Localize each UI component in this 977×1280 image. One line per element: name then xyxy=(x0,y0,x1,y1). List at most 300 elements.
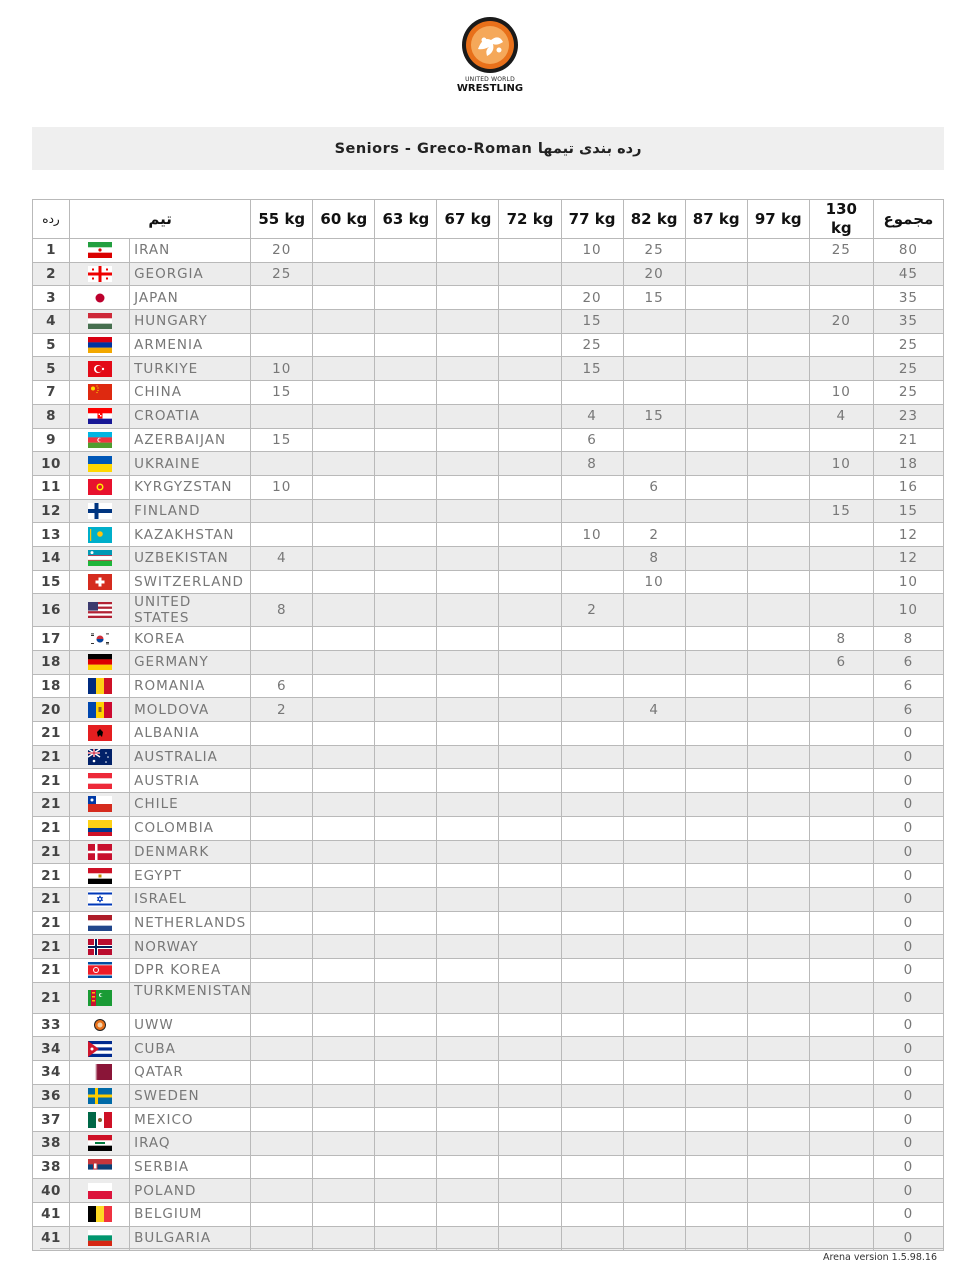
total-cell: 45 xyxy=(873,262,943,286)
score-97kg-cell xyxy=(747,627,809,651)
score-72kg-cell xyxy=(499,452,561,476)
score-67kg-cell xyxy=(437,1132,499,1156)
score-63kg-cell xyxy=(375,475,437,499)
score-77kg-cell xyxy=(561,381,623,405)
team-name-cell: UZBEKISTAN xyxy=(130,546,251,570)
flag-cell xyxy=(70,864,130,888)
score-130kg-cell: 8 xyxy=(809,627,873,651)
score-130kg-cell xyxy=(809,357,873,381)
score-72kg-cell xyxy=(499,651,561,675)
table-row xyxy=(33,982,944,1013)
score-97kg-cell xyxy=(747,1203,809,1227)
score-60kg-cell xyxy=(313,1037,375,1061)
score-77kg-cell xyxy=(561,958,623,982)
score-72kg-cell xyxy=(499,1108,561,1132)
score-60kg-cell xyxy=(313,1155,375,1179)
score-55kg-cell xyxy=(251,935,313,959)
croatia-flag-icon xyxy=(88,408,112,424)
team-name-cell: SERBIA xyxy=(130,1155,251,1179)
rank-cell: 21 xyxy=(33,935,70,959)
score-77kg-cell: 10 xyxy=(561,523,623,547)
score-97kg-cell xyxy=(747,428,809,452)
score-67kg-cell xyxy=(437,1061,499,1085)
table-row xyxy=(33,1226,944,1250)
uww-emblem-icon xyxy=(461,16,519,74)
score-77kg-cell xyxy=(561,627,623,651)
score-77kg-cell: 8 xyxy=(561,452,623,476)
total-cell: 8 xyxy=(873,627,943,651)
table-row xyxy=(33,1013,944,1037)
score-130kg-cell xyxy=(809,1013,873,1037)
table-row xyxy=(33,357,944,381)
score-55kg-cell xyxy=(251,286,313,310)
score-130kg-cell xyxy=(809,523,873,547)
flag-cell xyxy=(70,1108,130,1132)
score-130kg-cell xyxy=(809,546,873,570)
mexico-flag-icon xyxy=(88,1112,112,1128)
score-82kg-cell xyxy=(623,428,685,452)
total-cell: 0 xyxy=(873,911,943,935)
score-130kg-cell xyxy=(809,745,873,769)
azerbaijan-flag-icon xyxy=(88,432,112,448)
score-72kg-cell xyxy=(499,745,561,769)
turkmenistan-flag-icon xyxy=(88,990,112,1006)
uzbekistan-flag-icon xyxy=(88,550,112,566)
score-60kg-cell xyxy=(313,262,375,286)
arena-version: Arena version 1.5.98.16 xyxy=(822,1252,937,1263)
score-60kg-cell xyxy=(313,1132,375,1156)
flag-cell xyxy=(70,262,130,286)
flag-cell xyxy=(70,769,130,793)
score-97kg-cell xyxy=(747,239,809,263)
flag-cell xyxy=(70,816,130,840)
score-87kg-cell xyxy=(685,722,747,746)
score-87kg-cell xyxy=(685,1061,747,1085)
score-130kg-cell xyxy=(809,286,873,310)
score-60kg-cell xyxy=(313,286,375,310)
team-name-cell: IRAQ xyxy=(130,1132,251,1156)
header-63kg: 63 kg xyxy=(375,200,437,239)
score-130kg-cell: 6 xyxy=(809,651,873,675)
score-77kg-cell: 10 xyxy=(561,239,623,263)
team-name-cell: POLAND xyxy=(130,1179,251,1203)
score-87kg-cell xyxy=(685,793,747,817)
score-130kg-cell xyxy=(809,958,873,982)
team-name-cell: FINLAND xyxy=(130,499,251,523)
flag-cell xyxy=(70,286,130,310)
score-77kg-cell xyxy=(561,570,623,594)
score-72kg-cell xyxy=(499,1061,561,1085)
score-72kg-cell xyxy=(499,333,561,357)
score-72kg-cell xyxy=(499,428,561,452)
rank-cell: 41 xyxy=(33,1203,70,1227)
score-72kg-cell xyxy=(499,1132,561,1156)
score-60kg-cell xyxy=(313,1061,375,1085)
score-77kg-cell xyxy=(561,935,623,959)
total-cell: 6 xyxy=(873,674,943,698)
flag-cell xyxy=(70,310,130,334)
score-77kg-cell xyxy=(561,1013,623,1037)
rank-cell: 36 xyxy=(33,1084,70,1108)
rank-cell: 33 xyxy=(33,1013,70,1037)
score-82kg-cell xyxy=(623,840,685,864)
team-name-cell: HUNGARY xyxy=(130,310,251,334)
team-name-cell: UWW xyxy=(130,1013,251,1037)
score-82kg-cell xyxy=(623,357,685,381)
score-72kg-cell xyxy=(499,698,561,722)
score-67kg-cell xyxy=(437,651,499,675)
score-77kg-cell xyxy=(561,1155,623,1179)
score-60kg-cell xyxy=(313,357,375,381)
score-87kg-cell xyxy=(685,570,747,594)
flag-cell xyxy=(70,887,130,911)
score-63kg-cell xyxy=(375,1203,437,1227)
table-row xyxy=(33,475,944,499)
total-cell: 25 xyxy=(873,333,943,357)
score-60kg-cell xyxy=(313,816,375,840)
score-67kg-cell xyxy=(437,286,499,310)
score-67kg-cell xyxy=(437,570,499,594)
score-60kg-cell xyxy=(313,627,375,651)
score-130kg-cell: 10 xyxy=(809,381,873,405)
score-60kg-cell xyxy=(313,310,375,334)
team-name-cell: COLOMBIA xyxy=(130,816,251,840)
table-row xyxy=(33,1108,944,1132)
score-55kg-cell xyxy=(251,1155,313,1179)
flag-cell xyxy=(70,698,130,722)
score-97kg-cell xyxy=(747,958,809,982)
score-87kg-cell xyxy=(685,745,747,769)
score-97kg-cell xyxy=(747,286,809,310)
score-63kg-cell xyxy=(375,793,437,817)
total-cell: 18 xyxy=(873,452,943,476)
score-55kg-cell xyxy=(251,310,313,334)
team-name-cell: ROMANIA xyxy=(130,674,251,698)
score-130kg-cell: 10 xyxy=(809,452,873,476)
score-63kg-cell xyxy=(375,864,437,888)
team-name-cell: NORWAY xyxy=(130,935,251,959)
score-82kg-cell xyxy=(623,1203,685,1227)
team-name-cell: CHILE xyxy=(130,793,251,817)
score-77kg-cell: 6 xyxy=(561,428,623,452)
score-77kg-cell xyxy=(561,769,623,793)
score-77kg-cell xyxy=(561,1037,623,1061)
score-67kg-cell xyxy=(437,816,499,840)
score-63kg-cell xyxy=(375,722,437,746)
score-82kg-cell: 2 xyxy=(623,523,685,547)
flag-cell xyxy=(70,570,130,594)
score-77kg-cell xyxy=(561,698,623,722)
score-87kg-cell xyxy=(685,1108,747,1132)
rank-cell: 9 xyxy=(33,428,70,452)
rank-cell: 14 xyxy=(33,546,70,570)
score-72kg-cell xyxy=(499,674,561,698)
score-82kg-cell xyxy=(623,1013,685,1037)
score-87kg-cell xyxy=(685,651,747,675)
total-cell: 25 xyxy=(873,357,943,381)
team-name-cell: BELGIUM xyxy=(130,1203,251,1227)
score-55kg-cell: 6 xyxy=(251,674,313,698)
score-87kg-cell xyxy=(685,1132,747,1156)
score-82kg-cell: 15 xyxy=(623,286,685,310)
score-63kg-cell xyxy=(375,404,437,428)
score-55kg-cell xyxy=(251,1037,313,1061)
score-72kg-cell xyxy=(499,1013,561,1037)
score-87kg-cell xyxy=(685,1203,747,1227)
score-55kg-cell xyxy=(251,840,313,864)
table-row xyxy=(33,333,944,357)
score-77kg-cell xyxy=(561,911,623,935)
score-82kg-cell xyxy=(623,1084,685,1108)
total-cell: 0 xyxy=(873,1203,943,1227)
rank-cell: 21 xyxy=(33,745,70,769)
score-72kg-cell xyxy=(499,357,561,381)
score-130kg-cell xyxy=(809,935,873,959)
team-name-cell: ALBANIA xyxy=(130,722,251,746)
table-row xyxy=(33,627,944,651)
score-60kg-cell xyxy=(313,722,375,746)
score-82kg-cell xyxy=(623,674,685,698)
score-87kg-cell xyxy=(685,594,747,627)
colombia-flag-icon xyxy=(88,820,112,836)
score-63kg-cell xyxy=(375,911,437,935)
flag-cell xyxy=(70,745,130,769)
score-77kg-cell xyxy=(561,1179,623,1203)
israel-flag-icon xyxy=(88,891,112,907)
table-header-row xyxy=(33,200,944,239)
score-82kg-cell xyxy=(623,793,685,817)
score-60kg-cell xyxy=(313,982,375,1013)
score-82kg-cell xyxy=(623,816,685,840)
score-63kg-cell xyxy=(375,698,437,722)
qatar-flag-icon xyxy=(88,1064,112,1080)
table-row xyxy=(33,546,944,570)
score-55kg-cell xyxy=(251,1013,313,1037)
score-82kg-cell xyxy=(623,333,685,357)
score-130kg-cell xyxy=(809,1037,873,1061)
score-63kg-cell xyxy=(375,523,437,547)
score-97kg-cell xyxy=(747,475,809,499)
header-87kg: 87 kg xyxy=(685,200,747,239)
score-87kg-cell xyxy=(685,1013,747,1037)
score-77kg-cell xyxy=(561,745,623,769)
score-97kg-cell xyxy=(747,769,809,793)
rank-cell: 12 xyxy=(33,499,70,523)
logo-line1: UNITED WORLD xyxy=(465,76,515,83)
score-60kg-cell xyxy=(313,333,375,357)
score-82kg-cell: 8 xyxy=(623,546,685,570)
total-cell: 23 xyxy=(873,404,943,428)
flag-cell xyxy=(70,1155,130,1179)
score-97kg-cell xyxy=(747,745,809,769)
score-55kg-cell xyxy=(251,1132,313,1156)
score-77kg-cell xyxy=(561,499,623,523)
score-130kg-cell xyxy=(809,1179,873,1203)
score-77kg-cell xyxy=(561,982,623,1013)
rank-cell: 34 xyxy=(33,1037,70,1061)
score-82kg-cell xyxy=(623,651,685,675)
score-72kg-cell xyxy=(499,793,561,817)
score-60kg-cell xyxy=(313,793,375,817)
score-63kg-cell xyxy=(375,570,437,594)
score-72kg-cell xyxy=(499,769,561,793)
score-60kg-cell xyxy=(313,651,375,675)
total-cell: 0 xyxy=(873,722,943,746)
score-60kg-cell xyxy=(313,935,375,959)
united-states-flag-icon xyxy=(88,602,112,618)
score-55kg-cell xyxy=(251,570,313,594)
score-60kg-cell xyxy=(313,698,375,722)
score-55kg-cell xyxy=(251,864,313,888)
score-67kg-cell xyxy=(437,594,499,627)
score-97kg-cell xyxy=(747,594,809,627)
score-67kg-cell xyxy=(437,262,499,286)
total-cell: 21 xyxy=(873,428,943,452)
score-77kg-cell: 15 xyxy=(561,310,623,334)
score-97kg-cell xyxy=(747,1132,809,1156)
score-72kg-cell xyxy=(499,499,561,523)
team-name-cell: CHINA xyxy=(130,381,251,405)
score-97kg-cell xyxy=(747,310,809,334)
score-87kg-cell xyxy=(685,357,747,381)
rank-cell: 34 xyxy=(33,1061,70,1085)
score-82kg-cell xyxy=(623,722,685,746)
table-row xyxy=(33,651,944,675)
score-82kg-cell xyxy=(623,310,685,334)
score-130kg-cell xyxy=(809,982,873,1013)
table-row xyxy=(33,381,944,405)
score-60kg-cell xyxy=(313,475,375,499)
score-55kg-cell xyxy=(251,499,313,523)
score-55kg-cell xyxy=(251,1108,313,1132)
team-name-cell: SWEDEN xyxy=(130,1084,251,1108)
score-72kg-cell xyxy=(499,1155,561,1179)
total-cell: 0 xyxy=(873,864,943,888)
score-87kg-cell xyxy=(685,1084,747,1108)
score-63kg-cell xyxy=(375,769,437,793)
score-67kg-cell xyxy=(437,840,499,864)
score-87kg-cell xyxy=(685,452,747,476)
score-82kg-cell xyxy=(623,381,685,405)
rank-cell: 8 xyxy=(33,404,70,428)
score-77kg-cell xyxy=(561,1132,623,1156)
score-55kg-cell xyxy=(251,887,313,911)
flag-cell xyxy=(70,428,130,452)
rank-cell: 11 xyxy=(33,475,70,499)
flag-cell xyxy=(70,1013,130,1037)
score-97kg-cell xyxy=(747,404,809,428)
score-87kg-cell xyxy=(685,310,747,334)
moldova-flag-icon xyxy=(88,702,112,718)
total-cell: 0 xyxy=(873,958,943,982)
score-55kg-cell xyxy=(251,627,313,651)
score-67kg-cell xyxy=(437,1084,499,1108)
total-cell: 0 xyxy=(873,769,943,793)
score-55kg-cell: 15 xyxy=(251,381,313,405)
score-87kg-cell xyxy=(685,864,747,888)
score-67kg-cell xyxy=(437,475,499,499)
score-67kg-cell xyxy=(437,674,499,698)
table-row xyxy=(33,887,944,911)
score-82kg-cell: 20 xyxy=(623,262,685,286)
table-row xyxy=(33,911,944,935)
table-row xyxy=(33,452,944,476)
flag-cell xyxy=(70,1203,130,1227)
score-63kg-cell xyxy=(375,594,437,627)
score-82kg-cell xyxy=(623,1226,685,1250)
score-55kg-cell xyxy=(251,816,313,840)
score-72kg-cell xyxy=(499,1037,561,1061)
score-63kg-cell xyxy=(375,1037,437,1061)
flag-cell xyxy=(70,404,130,428)
flag-cell xyxy=(70,1084,130,1108)
rank-cell: 41 xyxy=(33,1226,70,1250)
score-82kg-cell: 15 xyxy=(623,404,685,428)
score-130kg-cell xyxy=(809,769,873,793)
score-72kg-cell xyxy=(499,475,561,499)
score-130kg-cell xyxy=(809,1226,873,1250)
table-row xyxy=(33,499,944,523)
total-cell: 35 xyxy=(873,310,943,334)
header-77kg: 77 kg xyxy=(561,200,623,239)
total-cell: 0 xyxy=(873,1013,943,1037)
score-55kg-cell xyxy=(251,958,313,982)
table-row xyxy=(33,239,944,263)
score-72kg-cell xyxy=(499,935,561,959)
score-60kg-cell xyxy=(313,864,375,888)
flag-cell xyxy=(70,1226,130,1250)
score-130kg-cell xyxy=(809,1084,873,1108)
score-55kg-cell xyxy=(251,452,313,476)
table-row xyxy=(33,1203,944,1227)
score-130kg-cell xyxy=(809,911,873,935)
score-77kg-cell xyxy=(561,1226,623,1250)
score-55kg-cell xyxy=(251,404,313,428)
score-130kg-cell xyxy=(809,864,873,888)
score-63kg-cell xyxy=(375,286,437,310)
total-cell: 0 xyxy=(873,745,943,769)
serbia-flag-icon xyxy=(88,1159,112,1175)
score-97kg-cell xyxy=(747,499,809,523)
score-97kg-cell xyxy=(747,523,809,547)
score-67kg-cell xyxy=(437,1108,499,1132)
score-77kg-cell xyxy=(561,816,623,840)
header-67kg: 67 kg xyxy=(437,200,499,239)
rank-cell: 21 xyxy=(33,840,70,864)
score-72kg-cell xyxy=(499,594,561,627)
team-name-cell: CROATIA xyxy=(130,404,251,428)
flag-cell xyxy=(70,722,130,746)
rank-cell: 21 xyxy=(33,864,70,888)
score-130kg-cell xyxy=(809,1108,873,1132)
score-60kg-cell xyxy=(313,452,375,476)
flag-cell xyxy=(70,357,130,381)
rank-cell: 10 xyxy=(33,452,70,476)
score-87kg-cell xyxy=(685,499,747,523)
score-82kg-cell xyxy=(623,1037,685,1061)
table-row xyxy=(33,404,944,428)
score-72kg-cell xyxy=(499,310,561,334)
total-cell: 0 xyxy=(873,1155,943,1179)
rank-cell: 21 xyxy=(33,722,70,746)
total-cell: 15 xyxy=(873,499,943,523)
score-87kg-cell xyxy=(685,1226,747,1250)
header-72kg: 72 kg xyxy=(499,200,561,239)
score-82kg-cell xyxy=(623,1155,685,1179)
score-60kg-cell xyxy=(313,239,375,263)
score-55kg-cell: 2 xyxy=(251,698,313,722)
rank-cell: 3 xyxy=(33,286,70,310)
